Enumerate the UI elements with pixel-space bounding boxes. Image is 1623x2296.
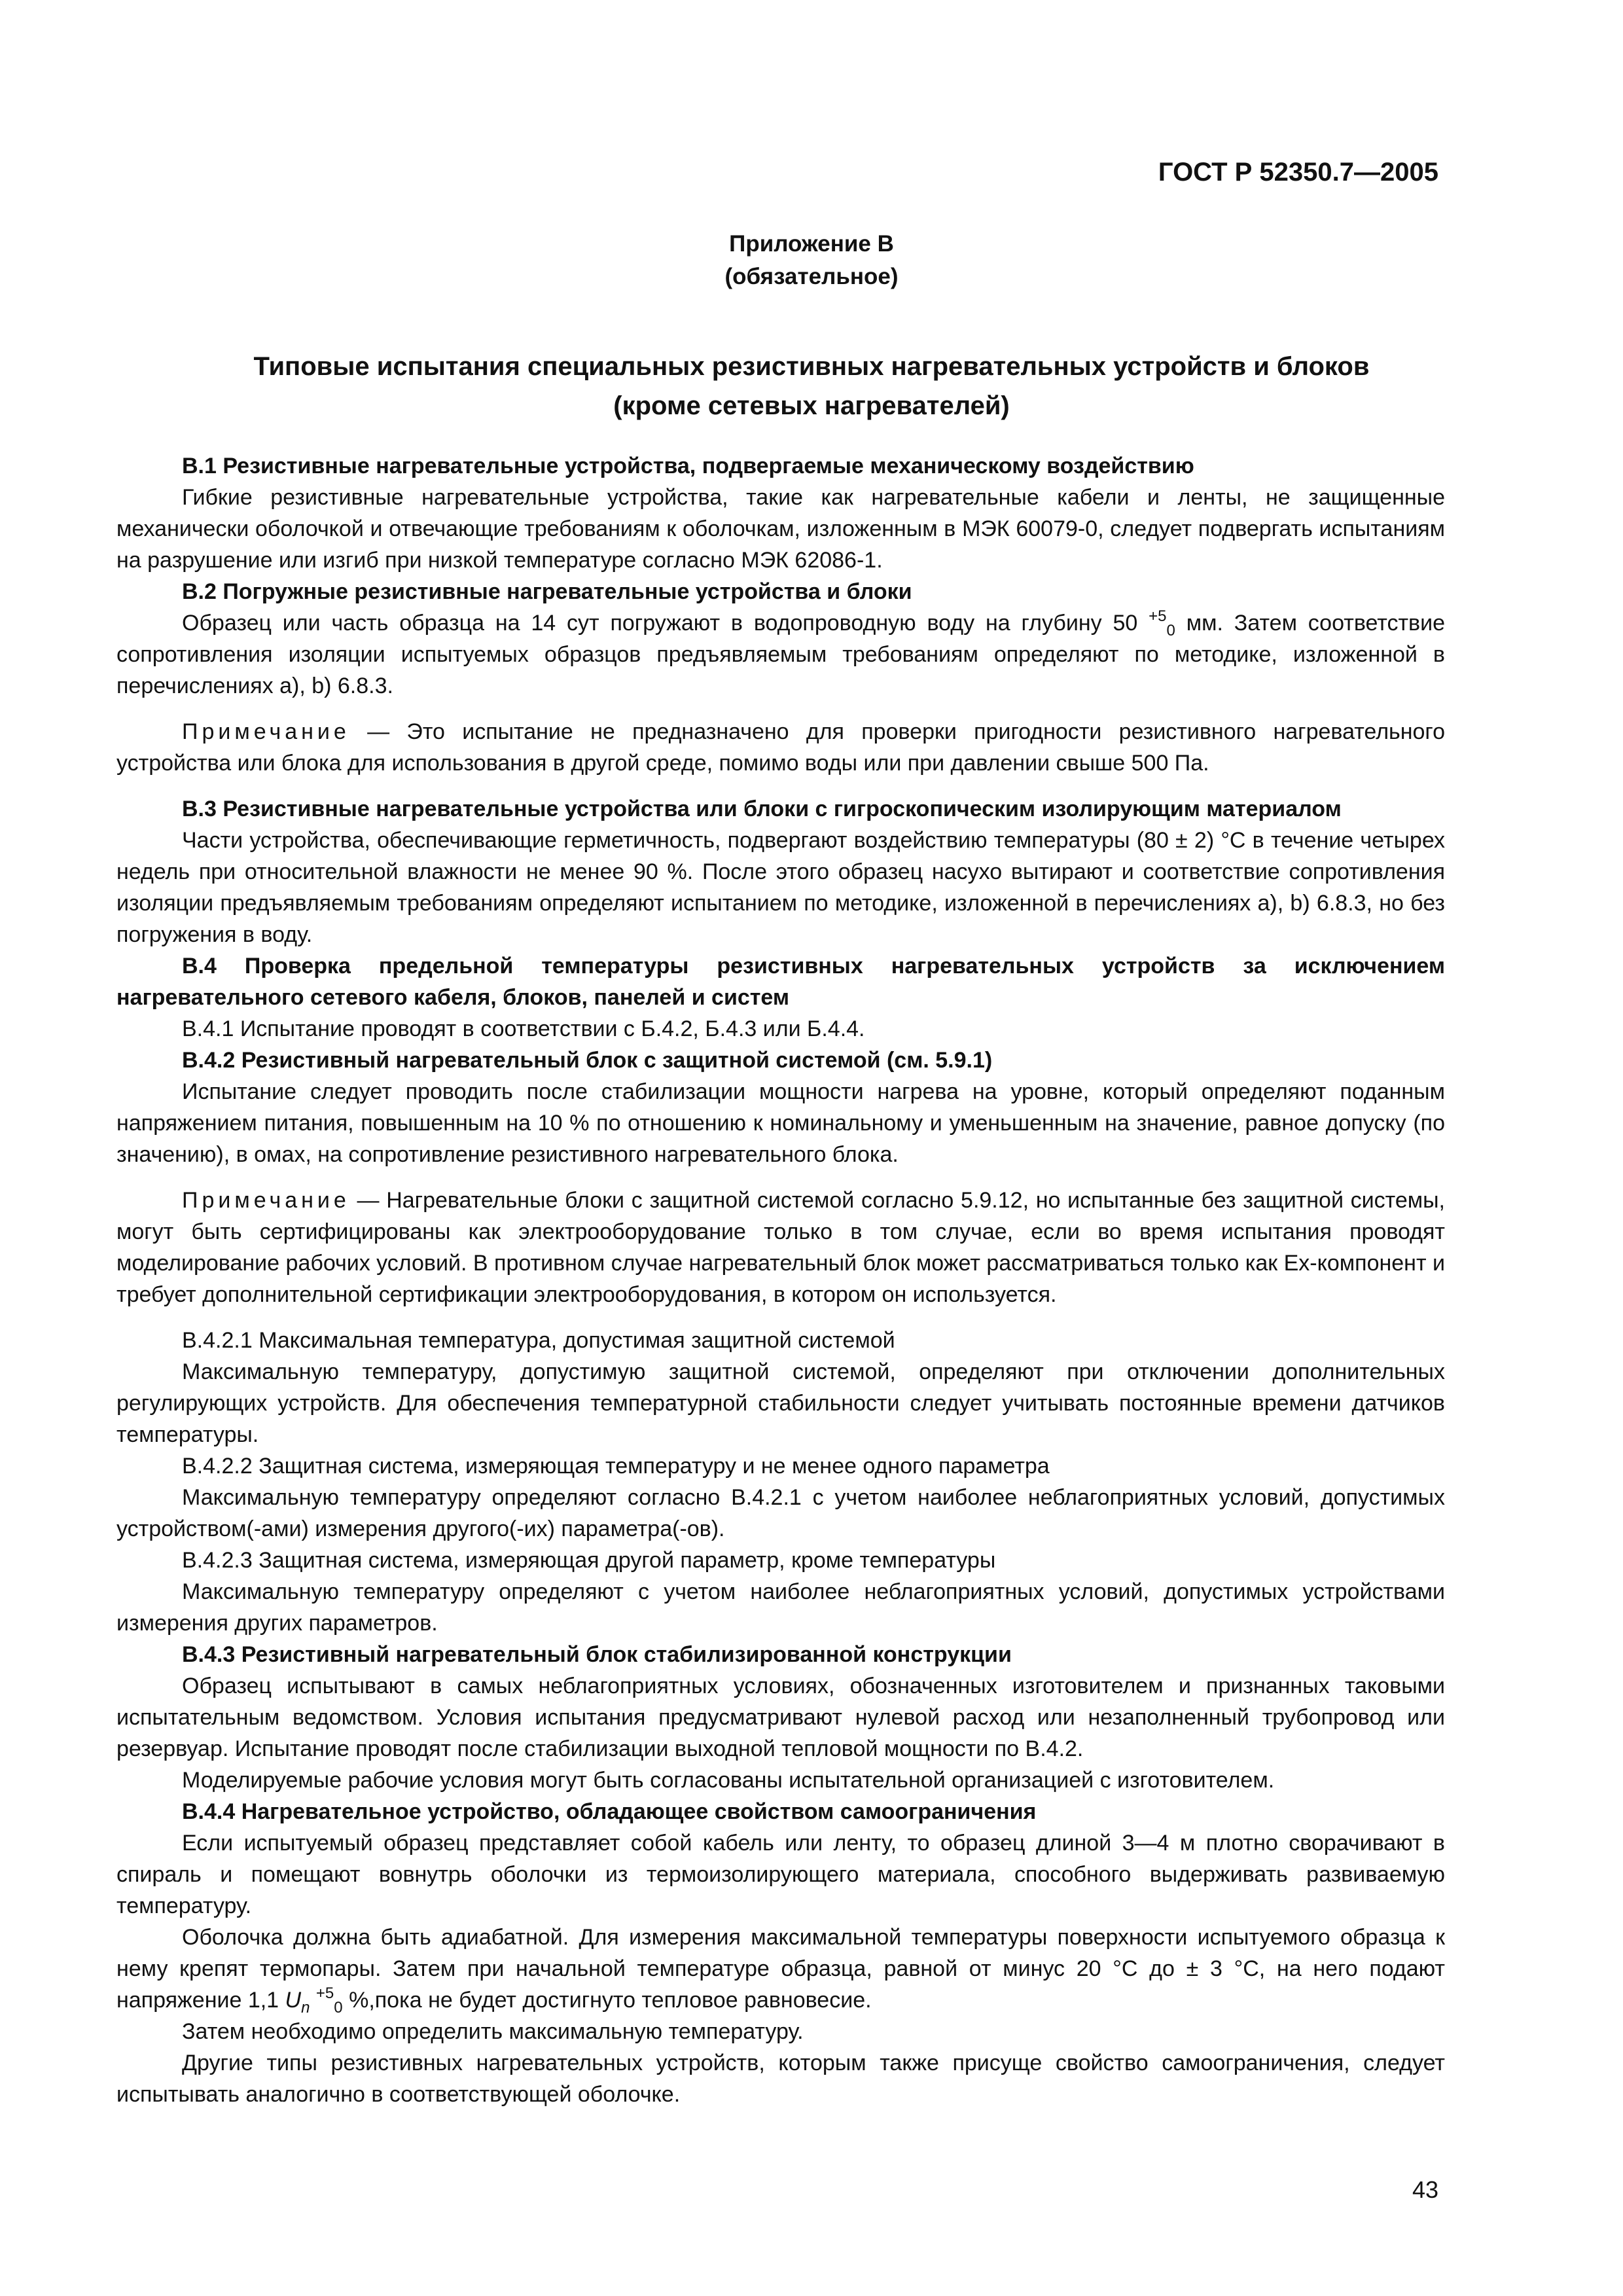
annex-heading (0, 228, 1623, 293)
voltage-subscript: n (301, 1999, 310, 2017)
document-body (116, 450, 1445, 2110)
title-line-1: Типовые испытания специальных резистивных нагревательных устройств и блоков (253, 352, 1370, 381)
title-line-2: (кроме сетевых нагревателей) (613, 391, 1010, 420)
section-heading: В.2 Погружные резистивные нагревательные устройства и блоки (182, 579, 912, 604)
paragraph: В.4.1 Испытание проводят в соответствии с Б.4.2, Б.4.3 или Б.4.4. (182, 1016, 865, 1041)
paragraph: Испытание следует проводить после стабилизации мощности нагрева на уровне, который определяют поданным напряжением питания, повышенным на 10 % по отношению к номинальному и уменьшенным на значение, равное допуску (по значению), в омах, на сопротивление резистивного нагревательного блока. (116, 1079, 1445, 1167)
tolerance-sub: 0 (1166, 622, 1175, 639)
paragraph: Затем необходимо определить максимальную температуру. (182, 2019, 804, 2044)
section-heading: В.3 Резистивные нагревательные устройства или блоки с гигроскопическим изолирующим материалом (182, 797, 1342, 821)
paragraph: Максимальную температуру, допустимую защитной системой, определяют при отключении дополнительных регулирующих устройств. Для обеспечения температурной стабильности следует учитывать постоянные времени датчиков температуры. (116, 1359, 1445, 1447)
page-number: 43 (1412, 2176, 1438, 2203)
note-label: Примечание (182, 719, 350, 744)
paragraph: Если испытуемый образец представляет собой кабель или ленту, то образец длиной 3—4 м плотно сворачивают в спираль и помещают вовнутрь оболочки из термоизолирующего материала, способного выдерживать развиваемую температуру. (116, 1831, 1445, 1918)
paragraph: Максимальную температуру определяют с учетом наиболее неблагоприятных условий, допустимых устройствами измерения других параметров. (116, 1579, 1445, 1636)
subsection-heading: В.4.2.2 Защитная система, измеряющая температуру и не менее одного параметра (182, 1454, 1050, 1479)
paragraph: Гибкие резистивные нагревательные устройства, такие как нагревательные кабели и ленты, не защищенные механически оболочкой и отвечающие требованиям к оболочкам, изложенным в МЭК 60079-0, следует подвергать испытаниям на разрушение или изгиб при низкой температуре согласно МЭК 62086-1. (116, 485, 1445, 573)
voltage-symbol: U (285, 1988, 302, 2013)
paragraph: Образец испытывают в самых неблагоприятных условиях, обозначенных изготовителем и признанных таковыми испытательным ведомством. Условия испытания предусматривают нулевой расход или незаполненный трубопровод или резервуар. Испытание проводят после стабилизации выходной тепловой мощности по В.4.2. (116, 1674, 1445, 1761)
note: Примечание — Нагревательные блоки с защитной системой согласно 5.9.12, но испытанные без защитной системы, могут быть сертифицированы как электрооборудование только в том случае, если во время испытания проводят моделирование рабочих условий. В противном случае нагревательный блок может рассматриваться только как Ex-компонент и требует дополнительной сертификации электрооборудования, в котором он используется. (116, 1188, 1445, 1307)
note-label: Примечание (182, 1188, 350, 1213)
paragraph: Другие типы резистивных нагревательных устройств, которым также присуще свойство самоограничения, следует испытывать аналогично в соответствующей оболочке. (116, 2051, 1445, 2107)
subsection-heading: В.4.2.1 Максимальная температура, допустимая защитной системой (182, 1328, 895, 1353)
paragraph: Оболочка должна быть адиабатной. Для измерения максимальной температуры поверхности испытуемого образца к нему крепят термопары. Затем при начальной температуре образца, равной от минус 20 °С до ± 3 °С, на него подают напряжение 1,1 $U_n$ $^{+5}_0$ %,пока не будет достигнуто тепловое равновесие. (116, 1925, 1445, 2017)
paragraph: Образец или часть образца на 14 сут погружают в водопроводную воду на глубину 50 $^{+5}_0$ мм. Затем соответствие сопротивления изоляции испытуемых образцов предъявляемым требованиям определяют по методике, изложенной в перечислениях а), b) 6.8.3. (116, 607, 1446, 698)
section-heading: В.4 Проверка предельной температуры резистивных нагревательных устройств за исключением нагревательного сетевого кабеля, блоков, панелей и систем (116, 954, 1445, 1010)
tolerance-sup: +5 (315, 1984, 334, 2002)
annex-status: (обязательное) (724, 264, 899, 289)
paragraph: Максимальную температуру определяют согласно В.4.2.1 с учетом наиболее неблагоприятных условий, допустимых устройством(-ами) измерения другого(-их) параметра(-ов). (116, 1485, 1445, 1541)
tolerance-sub: 0 (334, 1999, 343, 2017)
note: Примечание — Это испытание не предназначено для проверки пригодности резистивного нагревательного устройства или блока для использования в другой среде, помимо воды или при давлении свыше 500 Па. (116, 719, 1445, 776)
page-title (0, 347, 1623, 425)
paragraph: Части устройства, обеспечивающие герметичность, подвергают воздействию температуры (80 ± 2) °С в течение четырех недель при относительной влажности не менее 90 %. После этого образец насухо вытирают и соответствие сопротивления изоляции предъявляемым требованиям определяют испытанием по методике, изложенной в перечислениях а), b) 6.8.3, но без погружения в воду. (116, 828, 1445, 947)
annex-title: Приложение В (729, 231, 894, 257)
section-heading: В.4.3 Резистивный нагревательный блок стабилизированной конструкции (182, 1642, 1012, 1667)
paragraph: Моделируемые рабочие условия могут быть согласованы испытательной организацией с изготовителем. (182, 1768, 1275, 1793)
section-heading: В.4.2 Резистивный нагревательный блок с защитной системой (см. 5.9.1) (182, 1048, 993, 1073)
section-heading: В.1 Резистивные нагревательные устройства, подвергаемые механическому воздействию (182, 454, 1194, 478)
document-id: ГОСТ Р 52350.7—2005 (1158, 158, 1438, 187)
tolerance-sup: +5 (1149, 607, 1167, 625)
subsection-heading: В.4.2.3 Защитная система, измеряющая другой параметр, кроме температуры (182, 1548, 996, 1573)
section-heading: В.4.4 Нагревательное устройство, обладающее свойством самоограничения (182, 1799, 1037, 1824)
